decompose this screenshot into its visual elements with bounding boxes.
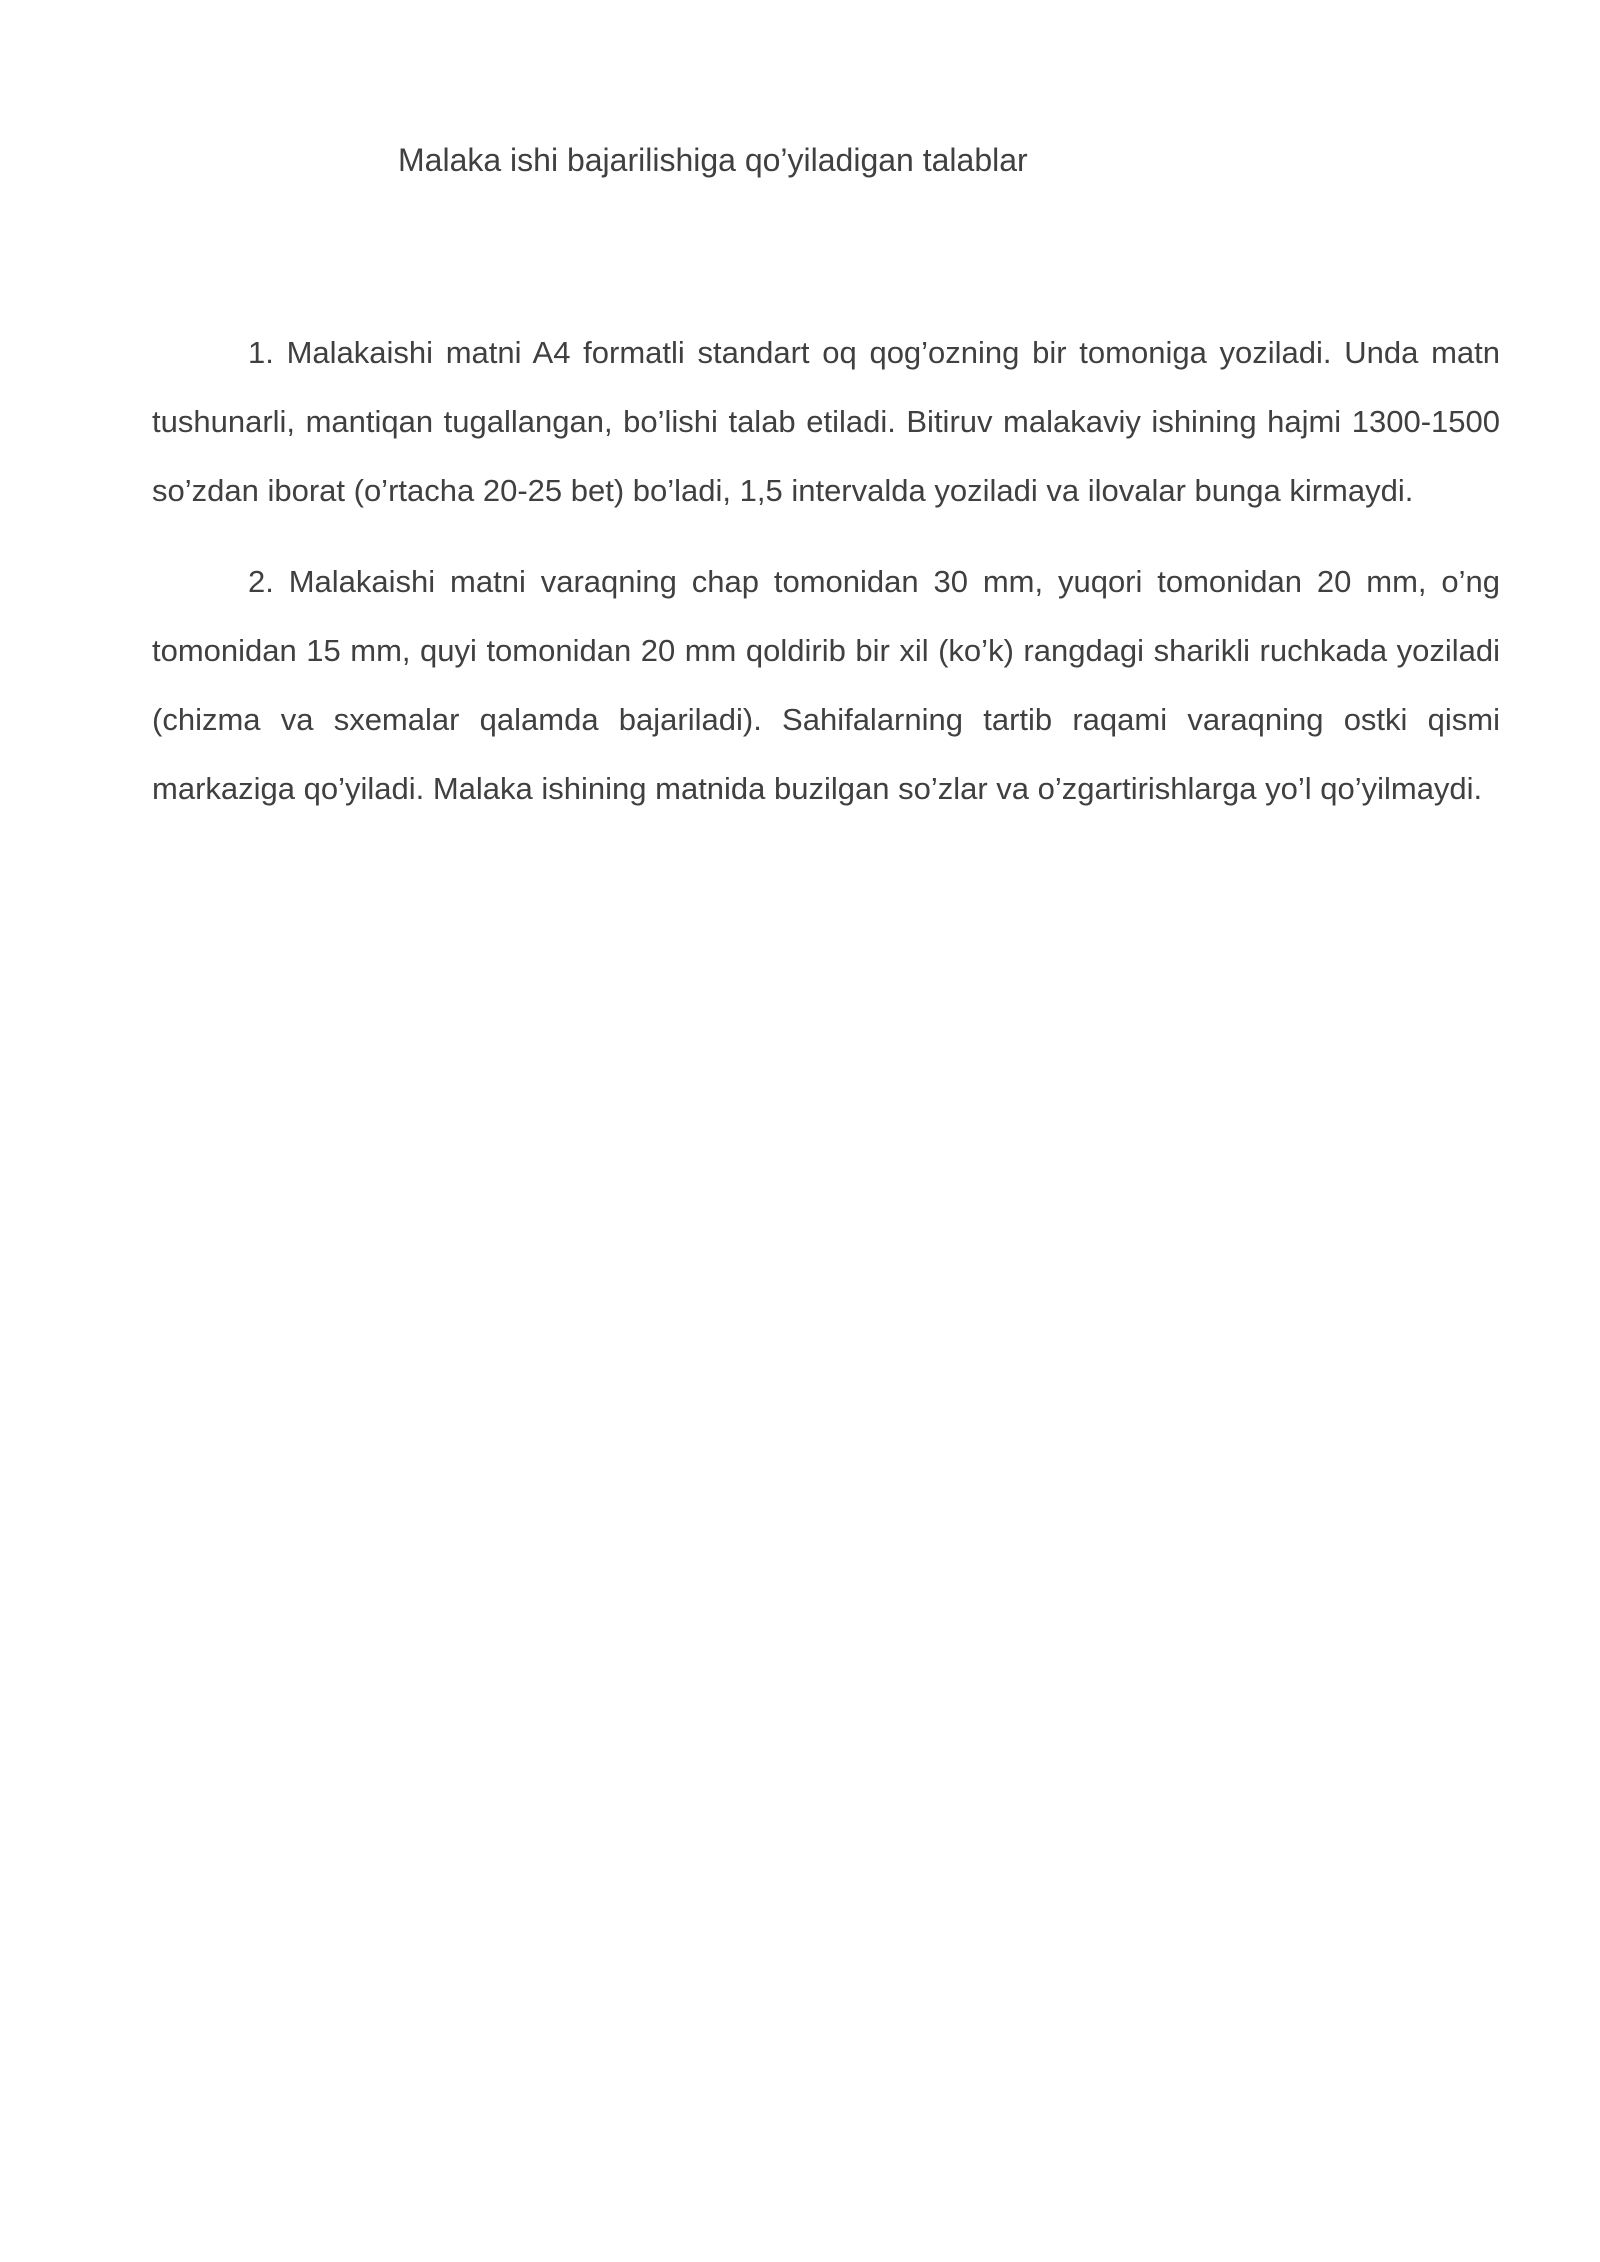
document-title: Malaka ishi bajarilishiga qo’yiladigan talablar — [398, 142, 1028, 178]
document-body — [152, 318, 1500, 845]
paragraph-1: 1. Malakaishi matni A4 formatli standart oq qog’ozning bir tomoniga yoziladi. Unda matn tushunarli, mantiqan tugallangan, bo’lishi talab etiladi. Bitiruv malakaviy ishining hajmi 1300-1500 so’zdan iborat (o’rtacha 20-25 bet) bo’ladi, 1,5 intervalda yoziladi va ilovalar bunga kirmaydi. — [152, 335, 1500, 508]
paragraph-2: 2. Malakaishi matni varaqning chap tomonidan 30 mm, yuqori tomonidan 20 mm, o’ng tomonidan 15 mm, quyi tomonidan 20 mm qoldirib bir xil (ko’k) rangdagi sharikli ruchkada yoziladi (chizma va sxemalar qalamda bajariladi). Sahifalarning tartib raqami varaqning ostki qismi markaziga qo’yiladi. Malaka ishining matnida buzilgan so’zlar va o’zgartirishlarga yo’l qo’yilmaydi. — [152, 564, 1500, 806]
